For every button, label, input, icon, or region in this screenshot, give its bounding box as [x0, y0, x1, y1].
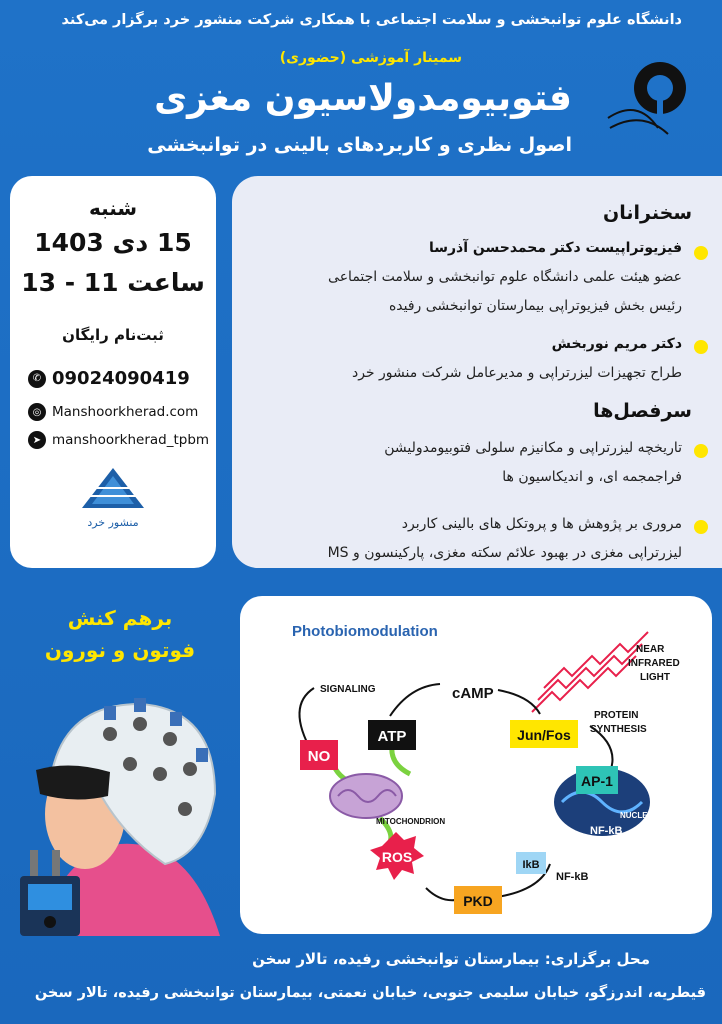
speaker-1 — [328, 234, 682, 321]
page-title: فتوبیومدولاسیون مغزی — [154, 78, 572, 119]
telegram-icon: ➤ — [28, 431, 46, 449]
topic-2-line-2: لیزرتراپی مغزی در بهبود علائم سکته مغزی، پارکینسون و MS — [327, 545, 682, 561]
event-day: شنبه — [88, 196, 138, 220]
node-pkd: PKD — [463, 893, 493, 909]
speakers-heading: سخنرانان — [603, 202, 692, 224]
topics-heading: سرفصل‌ها — [593, 400, 692, 422]
topic-bullet — [694, 520, 708, 534]
topic-bullet — [694, 444, 708, 458]
topic-1 — [384, 434, 682, 492]
nir-label-2: INFRARED — [628, 658, 680, 669]
telegram-contact[interactable] — [28, 431, 209, 449]
diagram-title: Photobiomodulation — [292, 623, 438, 640]
node-nfkb-nucleus: NF-kB — [590, 825, 623, 837]
website-link: Manshoorkherad.com — [52, 404, 199, 420]
helmet-illustration — [0, 664, 232, 936]
company-logo-text: منشور خرد — [87, 516, 139, 529]
header-seminar-type: سمینار آموزشی (حضوری) — [279, 50, 462, 66]
node-ikb: IkB — [522, 859, 540, 871]
node-synthesis: SYNTHESIS — [590, 724, 647, 735]
speaker-1-name: فیزیوتراپیست دکتر محمدحسن آذرسا — [428, 240, 682, 256]
speaker-1-line-1: عضو هیئت علمی دانشگاه علوم توانبخشی و سلامت اجتماعی — [328, 269, 682, 285]
website-contact[interactable] — [28, 403, 198, 421]
node-no: NO — [307, 748, 331, 765]
speaker-bullet — [694, 246, 708, 260]
interaction-line-2: فوتون و نورون — [44, 638, 196, 662]
node-ros: ROS — [381, 849, 413, 865]
node-atp: ATP — [377, 728, 407, 745]
speaker-2 — [352, 330, 682, 388]
event-date: 15 دی 1403 — [34, 228, 192, 257]
mitochondrion-icon — [330, 774, 402, 818]
topic-2 — [328, 510, 682, 568]
registration-note: ثبت‌نام رایگان — [62, 326, 164, 344]
nir-label-3: LIGHT — [640, 672, 670, 683]
venue-line: محل برگزاری: بیمارستان توانبخشی رفیده، تالار سخن — [252, 950, 650, 968]
speaker-2-name: دکتر مریم نوربخش — [551, 336, 682, 352]
event-info-card — [10, 176, 216, 568]
photobiomodulation-diagram-card — [240, 596, 712, 934]
topic-1-line-1: تاریخچه لیزرتراپی و مکانیزم سلولی فتوبیومدولیشن — [384, 440, 682, 456]
topic-2-line-1: مروری بر پژوهش ها و پروتکل های بالینی کاربرد — [401, 516, 682, 532]
node-mitochondrion: MITOCHONDRION — [376, 817, 446, 826]
address-line: قیطریه، اندرزگو، خیابان سلیمی جنوبی، خیابان نعمتی، بیمارستان توانبخشی رفیده، تالار سخن — [34, 985, 706, 1001]
speaker-1-line-2: رئیس بخش فیزیوتراپی بیمارستان توانبخشی رفیده — [388, 298, 682, 314]
page-subtitle: اصول نظری و کاربردهای بالینی در توانبخشی — [147, 134, 572, 156]
topic-1-line-2: فراجمجمه ای، و اندیکاسیون ها — [502, 469, 682, 485]
speakers-panel — [232, 176, 722, 568]
node-camp: cAMP — [452, 685, 494, 702]
node-signaling: SIGNALING — [320, 684, 376, 695]
interaction-line-1: برهم کنش — [67, 606, 173, 630]
globe-icon: ◎ — [28, 403, 46, 421]
node-nfkb: NF-kB — [556, 871, 589, 883]
node-nucleus: NUCLEUS — [620, 811, 659, 820]
company-logo — [78, 466, 148, 541]
phone-number: 09024090419 — [52, 368, 190, 389]
header-organizer-line: دانشگاه علوم توانبخشی و سلامت اجتماعی با همکاری شرکت منشور خرد برگزار می‌کند — [61, 12, 682, 28]
phone-icon: ✆ — [28, 370, 46, 388]
speaker-bullet — [694, 340, 708, 354]
infrared-rays-icon — [532, 632, 648, 712]
phone-contact[interactable] — [28, 368, 190, 389]
arrow-to-atp — [392, 746, 410, 774]
nir-label-1: NEAR — [636, 644, 665, 655]
telegram-handle: manshoorkherad_tpbm — [52, 432, 210, 448]
event-time: ساعت 11 - 13 — [21, 268, 205, 297]
node-protein: PROTEIN — [594, 710, 639, 721]
speaker-2-line-1: طراح تجهیزات لیزرتراپی و مدیرعامل شرکت منشور خرد — [351, 365, 682, 381]
node-jun-fos: Jun/Fos — [517, 727, 571, 743]
university-logo — [598, 58, 693, 138]
node-ap1: AP-1 — [581, 773, 613, 789]
